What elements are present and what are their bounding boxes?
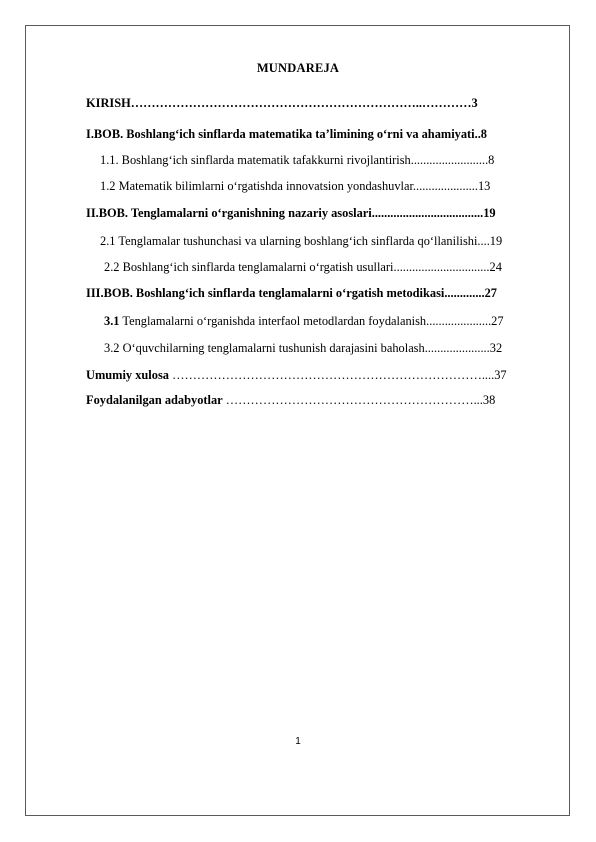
toc-entry-chapter-3: III.BOB. Boshlang‘ich sinflarda tenglamalarni o‘rgatish metodikasi.............27 <box>86 286 497 300</box>
toc-entry-references-label: Foydalanilgan adabyotlar <box>86 393 223 407</box>
toc-entry-section-3-1-label: Tenglamalarni o‘rganishda interfaol metodlardan foydalanish.....................27 <box>119 314 504 328</box>
toc-entry-section-3-2: 3.2 O‘quvchilarning tenglamalarni tushunish darajasini baholash.....................32 <box>104 341 503 355</box>
toc-entry-references <box>86 392 495 408</box>
toc-entry-section-3-1 <box>104 313 504 329</box>
page-border <box>25 25 570 816</box>
toc-entry-conclusion-label: Umumiy xulosa <box>86 368 169 382</box>
toc-entry-chapter-1: I.BOB. Boshlang‘ich sinflarda matematika ta’limining o‘rni va ahamiyati..8 <box>86 127 488 141</box>
toc-entry-references-dots: ……………………………………………………...38 <box>222 393 496 407</box>
toc-entry-kirish: KIRISH……………………………………………………………..…………3 <box>86 96 478 110</box>
toc-entry-section-2-1: 2.1 Tenglamalar tushunchasi va ularning boshlang‘ich sinflarda qo‘llanilishi....19 <box>100 234 503 248</box>
page-number: 1 <box>295 736 301 747</box>
toc-entry-section-1-1: 1.1. Boshlang‘ich sinflarda matematik tafakkurni rivojlantirish.........................8 <box>100 153 495 167</box>
toc-entry-section-3-1-number: 3.1 <box>104 314 120 328</box>
toc-entry-conclusion-dots: …………………………………………………………………....37 <box>168 368 507 382</box>
toc-entry-section-2-2: 2.2 Boshlang‘ich sinflarda tenglamalarni o‘rgatish usullari...............................24 <box>104 260 502 274</box>
toc-entry-conclusion <box>86 367 507 383</box>
toc-entry-section-1-2: 1.2 Matematik bilimlarni o‘rgatishda innovatsion yondashuvlar.....................13 <box>100 179 491 193</box>
toc-entry-chapter-2: II.BOB. Tenglamalarni o‘rganishning nazariy asoslari....................................19 <box>86 206 496 220</box>
page-title: MUNDAREJA <box>256 61 340 75</box>
